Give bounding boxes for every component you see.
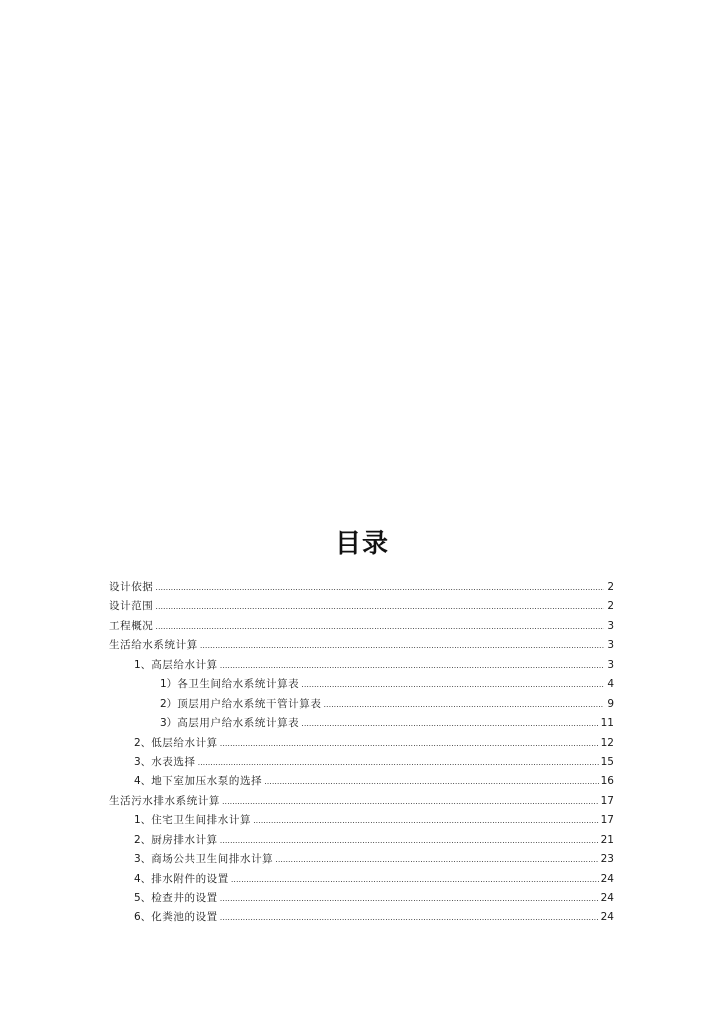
toc-entry-title: 生活污水排水系统计算 (109, 794, 220, 807)
toc-entry-page: 15 (600, 755, 614, 768)
toc-entry-number: 2） (160, 697, 178, 710)
toc-entry-title: 排水附件的设置 (151, 872, 229, 885)
toc-entry[interactable] (109, 636, 614, 655)
toc-dot-leader (220, 656, 604, 675)
toc-entry-number: 1） (160, 678, 178, 691)
toc-entry-title: 商场公共卫生间排水计算 (151, 853, 274, 866)
toc-entry[interactable] (109, 850, 614, 869)
toc-entry-title: 厨房排水计算 (151, 833, 218, 846)
toc-entry[interactable] (109, 831, 614, 850)
toc-entry-page: 24 (600, 911, 614, 924)
toc-entry-title: 顶层用户给水系统干管计算表 (177, 697, 322, 710)
toc-entry[interactable] (109, 714, 614, 733)
toc-entry-title: 地下室加压水泵的选择 (151, 775, 263, 788)
toc-dot-leader (155, 597, 604, 616)
toc-entry-page: 3 (607, 619, 614, 632)
toc-dot-leader (231, 870, 599, 889)
toc-entry-page: 3 (607, 658, 614, 671)
toc-entry-page: 23 (600, 853, 614, 866)
toc-dot-leader (301, 675, 604, 694)
toc-dot-leader (253, 811, 599, 830)
toc-entry-number: 3） (160, 717, 178, 730)
toc-entry-number: 3、 (134, 853, 152, 866)
toc-entry-page: 24 (600, 892, 614, 904)
toc-entry-page: 3 (607, 639, 614, 652)
toc-dot-leader (222, 792, 599, 811)
toc-entry-page: 4 (607, 678, 614, 691)
toc-entry-number: 1、 (134, 658, 152, 671)
toc-entry-page: 17 (600, 794, 614, 807)
toc-entry-number: 3、 (134, 755, 152, 768)
toc-dot-leader (220, 908, 599, 927)
toc-entry[interactable] (109, 811, 614, 830)
toc-entry[interactable] (109, 578, 614, 597)
toc-entry-title: 高层用户给水系统计算表 (177, 717, 300, 730)
toc-entry[interactable] (109, 908, 614, 927)
toc-entry[interactable] (109, 675, 614, 694)
toc-dot-leader (264, 772, 598, 791)
toc-dot-leader (220, 889, 599, 908)
toc-entry-number: 6、 (134, 911, 152, 924)
toc-entry-page: 2 (607, 581, 614, 593)
toc-entry-title: 检查井的设置 (151, 892, 218, 904)
toc-entry-title: 住宅卫生间排水计算 (151, 814, 252, 827)
toc-entry[interactable] (109, 617, 614, 636)
toc-entry-title: 低层给水计算 (151, 736, 218, 749)
toc-dot-leader (155, 617, 604, 636)
toc-entry-number: 2、 (134, 736, 152, 749)
toc-entry[interactable] (109, 656, 614, 675)
toc-entry-page: 2 (607, 600, 614, 613)
toc-entry-page: 9 (607, 697, 614, 710)
table-of-contents (109, 578, 614, 928)
toc-entry-title: 设计范围 (109, 600, 154, 613)
toc-entry[interactable] (109, 597, 614, 616)
toc-entry[interactable] (109, 753, 614, 772)
toc-dot-leader (301, 714, 598, 733)
toc-dot-leader (220, 734, 599, 753)
toc-dot-leader (198, 753, 599, 772)
toc-entry-number: 1、 (134, 814, 152, 827)
toc-dot-leader (324, 695, 605, 714)
toc-entry[interactable] (109, 792, 614, 811)
toc-dot-leader (275, 850, 598, 869)
toc-entry-number: 5、 (134, 892, 152, 904)
toc-entry-title: 水表选择 (151, 755, 196, 768)
toc-dot-leader (155, 578, 604, 597)
toc-entry-number: 2、 (134, 833, 152, 846)
toc-dot-leader (220, 831, 599, 850)
toc-entry-title: 生活给水系统计算 (109, 639, 198, 652)
toc-entry-number: 4、 (134, 872, 152, 885)
toc-entry-page: 11 (600, 717, 614, 730)
toc-entry[interactable] (109, 734, 614, 753)
toc-entry[interactable] (109, 870, 614, 889)
toc-entry-title: 化粪池的设置 (151, 911, 218, 924)
toc-dot-leader (200, 636, 604, 655)
toc-entry-page: 24 (600, 872, 614, 885)
toc-entry-title: 工程概况 (109, 619, 154, 632)
toc-entry-number: 4、 (134, 775, 152, 788)
toc-entry-page: 16 (600, 775, 614, 788)
toc-entry-title: 设计依据 (109, 581, 154, 593)
toc-entry-title: 高层给水计算 (151, 658, 218, 671)
toc-entry-page: 17 (600, 814, 614, 827)
toc-entry[interactable] (109, 889, 614, 908)
toc-title: 目录 (334, 529, 389, 559)
toc-entry[interactable] (109, 695, 614, 714)
toc-entry[interactable] (109, 772, 614, 791)
toc-entry-title: 各卫生间给水系统计算表 (177, 678, 300, 691)
toc-entry-page: 21 (600, 833, 614, 846)
toc-entry-page: 12 (600, 736, 614, 749)
